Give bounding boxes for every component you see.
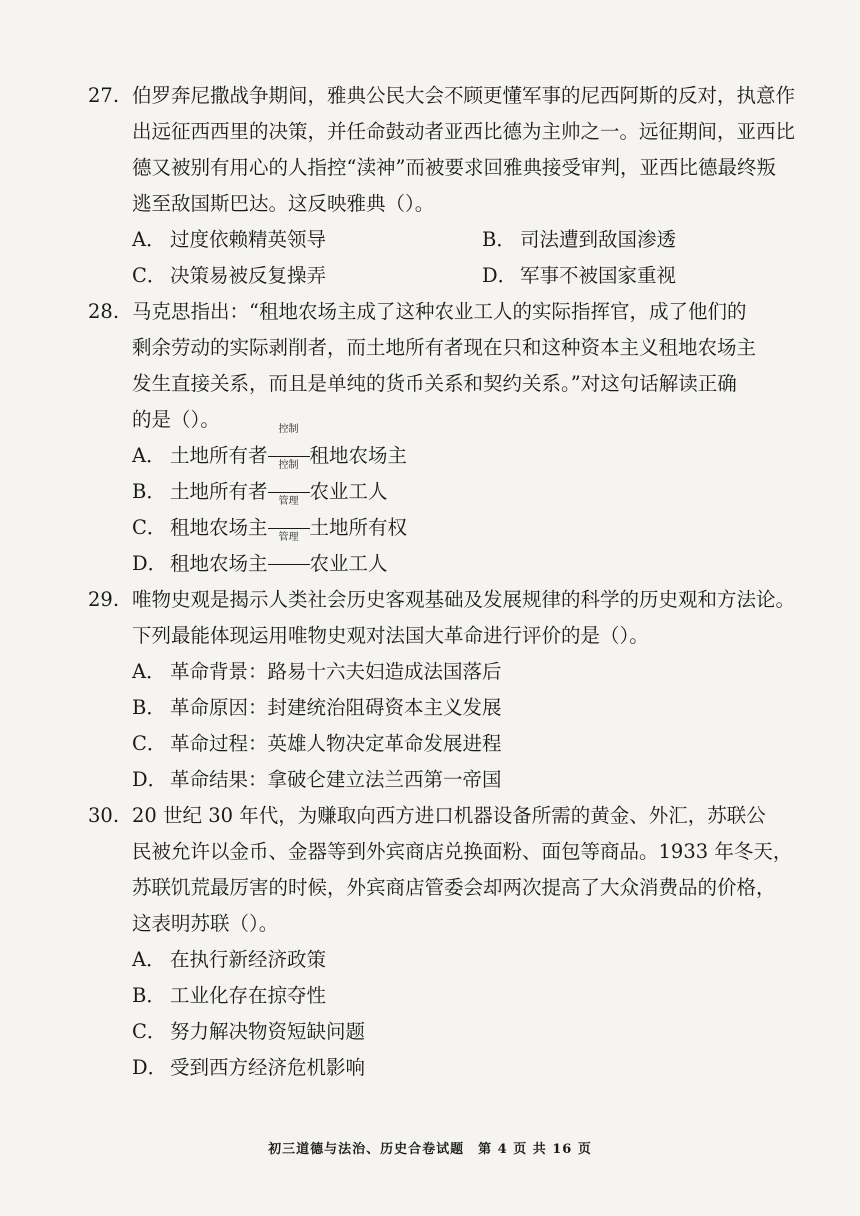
option-c	[132, 496, 798, 546]
option-text: 受到西方经济危机影响	[170, 1056, 366, 1079]
option-b	[132, 460, 798, 510]
question-stem	[88, 294, 798, 582]
stem-line: 发生直接关系，而且是单纯的货币关系和契约关系。”对这句话解读正确	[132, 372, 737, 395]
option-letter: C．	[132, 1020, 167, 1043]
option-letter: B．	[132, 984, 166, 1007]
option-d	[132, 532, 798, 582]
relation-label: 控制	[278, 460, 299, 471]
option-text: 革命过程：英雄人物决定革命发展进程	[170, 732, 502, 755]
option-text: 工业化存在掠夺性	[170, 984, 327, 1007]
stem-line: 的是（）。	[132, 408, 220, 431]
option-text: 在执行新经济政策	[170, 948, 327, 971]
option-text: 军事不被国家重视	[520, 264, 677, 287]
relation-label: 管理	[278, 496, 299, 507]
relation-line	[268, 528, 310, 529]
stem-line: 德又被别有用心的人指控“渎神”而被要求回雅典接受审判，亚西比德最终叛	[132, 156, 776, 179]
stem-line: 下列最能体现运用唯物史观对法国大革命进行评价的是（）。	[132, 624, 649, 647]
question-number: 29.	[88, 588, 120, 611]
stem-line: 苏联饥荒最厉害的时候，外宾商店管委会却两次提高了大众消费品的价格，	[132, 876, 776, 899]
option-b	[482, 222, 676, 258]
question-stem	[88, 78, 798, 294]
option-letter: B．	[482, 228, 516, 251]
stem-line: 逃至敌国斯巴达。这反映雅典（）。	[132, 192, 435, 215]
option-text: 司法遭到敌国渗透	[520, 228, 677, 251]
relation-object: 农业工人	[309, 480, 388, 503]
page-footer: 初三道德与法治、历史合卷试题 第 4 页 共 16 页	[268, 1142, 592, 1157]
stem-line: 出远征西西里的决策，并任命鼓动者亚西比德为主帅之一。远征期间，亚西比	[132, 120, 796, 143]
stem-line: 这表明苏联（）。	[132, 912, 279, 935]
relation-label: 管理	[278, 532, 299, 543]
option-a	[132, 654, 798, 690]
option-text: 革命背景：路易十六夫妇造成法国落后	[170, 660, 502, 683]
question-stem	[88, 582, 798, 798]
stem-line: 唯物史观是揭示人类社会历史客观基础及发展规律的科学的历史观和方法论。	[132, 588, 796, 611]
option-letter: A．	[132, 228, 166, 251]
option-text: 革命原因：封建统治阻碍资本主义发展	[170, 696, 502, 719]
option-letter: D．	[132, 768, 168, 791]
question-29	[88, 582, 798, 798]
option-c	[132, 726, 798, 762]
relation-label: 控制	[278, 424, 299, 435]
question-28	[88, 294, 798, 582]
option-letter: A．	[132, 660, 166, 683]
option-letter: D．	[482, 264, 518, 287]
relation-line	[268, 564, 310, 565]
relation-object: 土地所有权	[309, 516, 408, 539]
option-letter: C．	[132, 264, 167, 287]
option-d	[132, 762, 798, 798]
relation-subject: 土地所有者	[170, 444, 268, 467]
question-number: 27.	[88, 84, 120, 107]
relation-subject: 租地农场主	[170, 552, 268, 575]
options-row	[132, 222, 798, 258]
option-letter: D．	[132, 552, 168, 575]
question-27	[88, 78, 798, 294]
options-row	[132, 258, 798, 294]
option-text: 决策易被反复操弄	[170, 264, 327, 287]
option-a	[132, 424, 798, 474]
option-letter: B．	[132, 696, 166, 719]
relation-line	[268, 492, 310, 493]
option-letter: C．	[132, 732, 167, 755]
stem-line: 20 世纪 30 年代，为赚取向西方进口机器设备所需的黄金、外汇，苏联公	[132, 804, 766, 827]
option-letter: C．	[132, 516, 167, 539]
option-c	[132, 258, 326, 294]
relation-subject: 租地农场主	[170, 516, 268, 539]
question-30	[88, 798, 798, 1086]
relation-arrow	[268, 532, 310, 582]
relation-subject: 土地所有者	[170, 480, 268, 503]
option-letter: B．	[132, 480, 166, 503]
stem-line: 伯罗奔尼撒战争期间，雅典公民大会不顾更懂军事的尼西阿斯的反对，执意作	[132, 84, 796, 107]
option-c	[132, 1014, 798, 1050]
option-a	[132, 222, 326, 258]
question-number: 28.	[88, 300, 120, 323]
option-b	[132, 978, 798, 1014]
option-letter: D．	[132, 1056, 168, 1079]
option-d	[482, 258, 676, 294]
option-b	[132, 690, 798, 726]
question-stem	[88, 798, 798, 1086]
option-letter: A．	[132, 444, 166, 467]
stem-line: 民被允许以金币、金器等到外宾商店兑换面粉、面包等商品。1933 年冬天，	[132, 840, 793, 863]
relation-line	[268, 456, 310, 457]
option-text: 努力解决物资短缺问题	[170, 1020, 366, 1043]
option-letter: A．	[132, 948, 166, 971]
question-number: 30.	[88, 804, 120, 827]
option-d	[132, 1050, 798, 1086]
relation-object: 农业工人	[309, 552, 388, 575]
option-text: 革命结果：拿破仑建立法兰西第一帝国	[170, 768, 502, 791]
option-a	[132, 942, 798, 978]
stem-line: 马克思指出：“租地农场主成了这种农业工人的实际指挥官，成了他们的	[132, 300, 747, 323]
option-text: 过度依赖精英领导	[170, 228, 327, 251]
relation-object: 租地农场主	[309, 444, 408, 467]
stem-line: 剩余劳动的实际剥削者，而土地所有者现在只和这种资本主义租地农场主	[132, 336, 757, 359]
